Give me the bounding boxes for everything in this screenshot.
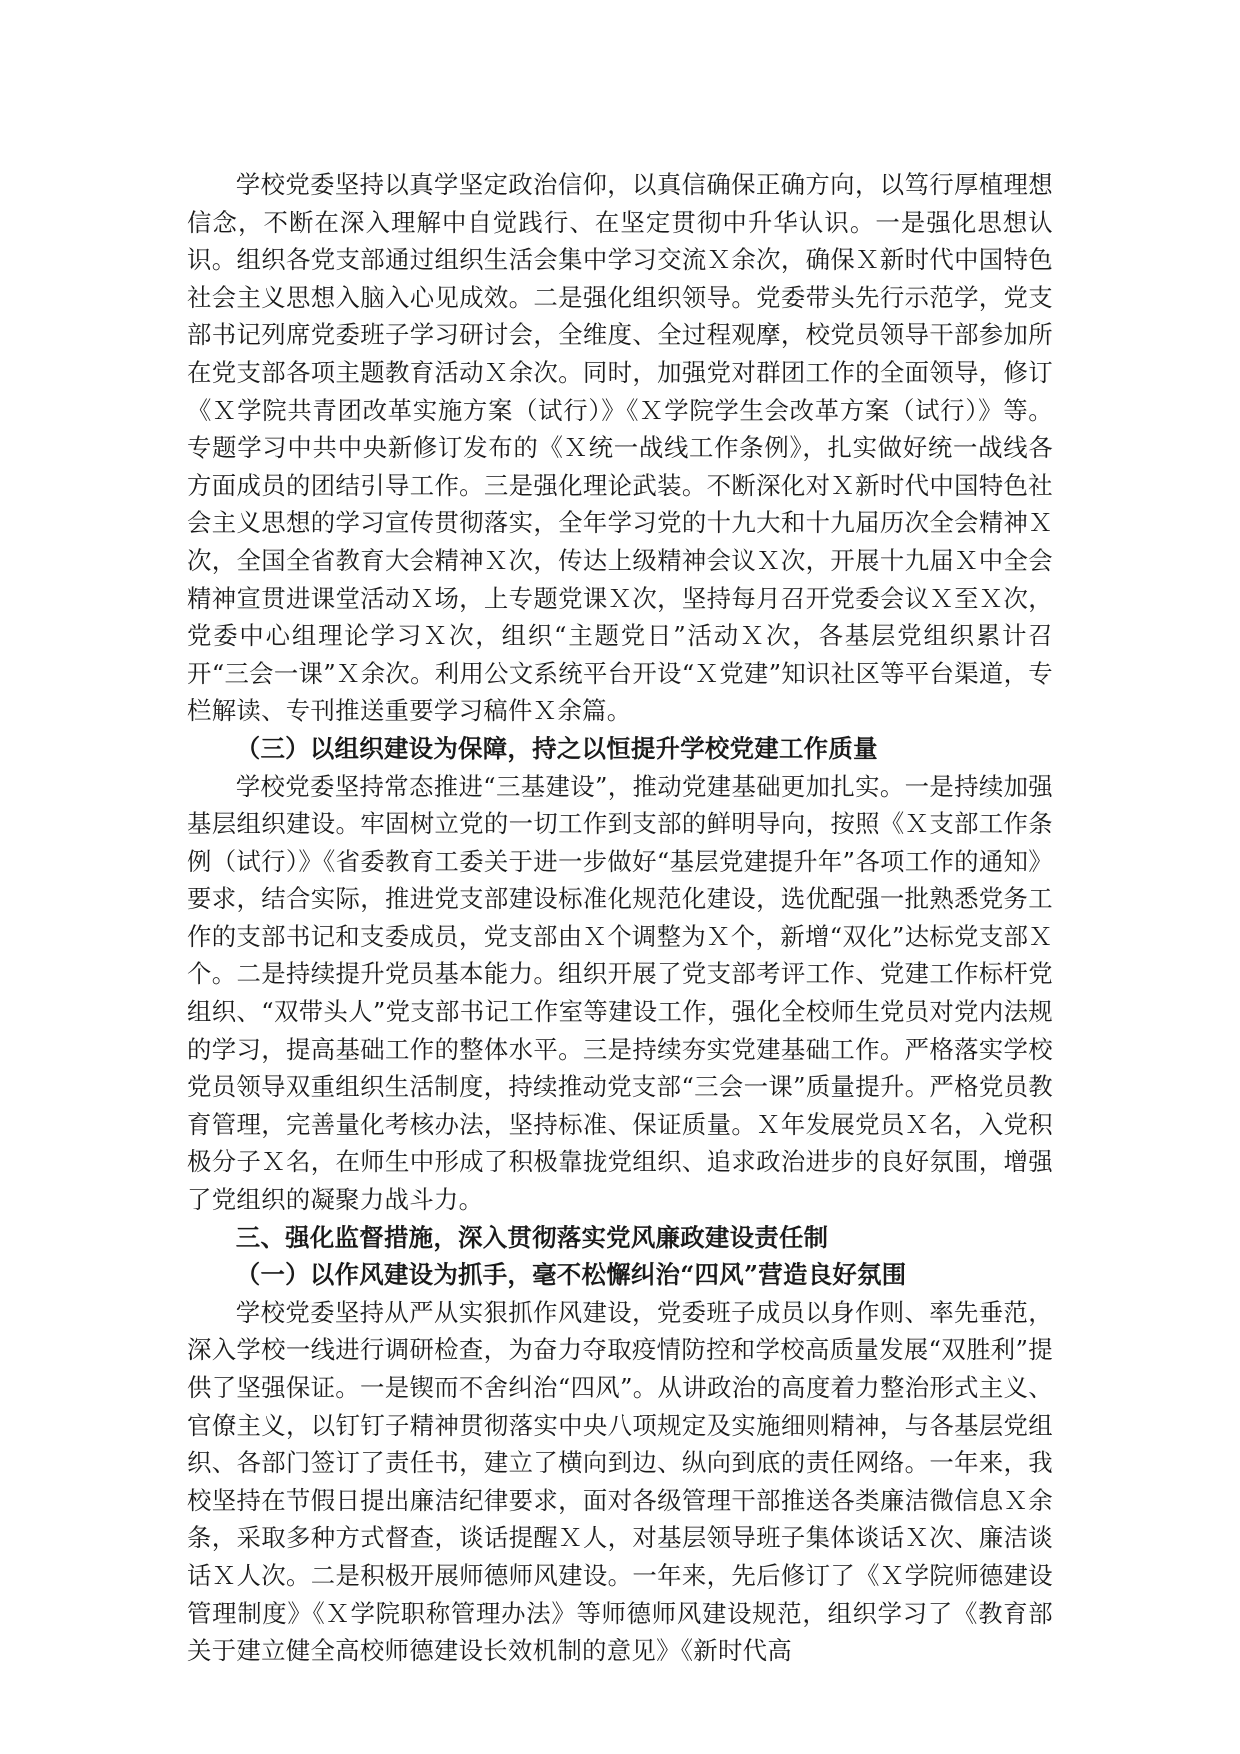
section-heading-work-style: （一）以作风建设为抓手，毫不松懈纠治“四风”营造良好氛围 <box>235 1260 907 1290</box>
document-page <box>187 166 1053 1670</box>
section-heading-organization: （三）以组织建设为保障，持之以恒提升学校党建工作质量 <box>235 733 878 763</box>
paragraph-work-style: 学校党委坚持从严从实狠抓作风建设，党委班子成员以身作则、率先垂范，深入学校一线进行调研检查，为奋力夺取疫情防控和学校高质量发展“双胜利”提供了坚强保证。一是锲而不舍纠治“四风”。从讲政治的高度着力整治形式主义、官僚主义，以钉钉子精神贯彻落实中央八项规定及实施细则精神，与各基层党组织、各部门签订了责任书，建立了横向到边、纵向到底的责任网络。一年来，我校坚持在节假日提出廉洁纪律要求，面对各级管理干部推送各类廉洁微信息Ｘ余条，采取多种方式督查，谈话提醒Ｘ人，对基层领导班子集体谈话Ｘ次、廉洁谈话Ｘ人次。二是积极开展师德师风建设。一年来，先后修订了《Ｘ学院师德建设管理制度》《Ｘ学院职称管理办法》等师德师风建设规范，组织学习了《教育部关于建立健全高校师德建设长效机制的意见》《新时代高 <box>187 1297 1053 1666</box>
paragraph-organization-building: 学校党委坚持常态推进“三基建设”，推动党建基础更加扎实。一是持续加强基层组织建设。牢固树立党的一切工作到支部的鲜明导向，按照《Ｘ支部工作条例（试行）》《省委教育工委关于进一步做好“基层党建提升年”各项工作的通知》要求，结合实际，推进党支部建设标准化规范化建设，选优配强一批熟悉党务工作的支部书记和支委成员，党支部由Ｘ个调整为Ｘ个，新增“双化”达标党支部Ｘ个。二是持续提升党员基本能力。组织开展了党支部考评工作、党建工作标杆党组织、“双带头人”党支部书记工作室等建设工作，强化全校师生党员对党内法规的学习，提高基础工作的整体水平。三是持续夯实党建基础工作。严格落实学校党员领导双重组织生活制度，持续推动党支部“三会一课”质量提升。严格党员教育管理，完善量化考核办法，坚持标准、保证质量。Ｘ年发展党员Ｘ名，入党积极分子Ｘ名，在师生中形成了积极靠拢党组织、追求政治进步的良好氛围，增强了党组织的凝聚力战斗力。 <box>187 771 1053 1215</box>
paragraph-theory-study: 学校党委坚持以真学坚定政治信仰，以真信确保正确方向，以笃行厚植理想信念，不断在深入理解中自觉践行、在坚定贯彻中升华认识。一是强化思想认识。组织各党支部通过组织生活会集中学习交流Ｘ余次，确保Ｘ新时代中国特色社会主义思想入脑入心见成效。二是强化组织领导。党委带头先行示范学，党支部书记列席党委班子学习研讨会，全维度、全过程观摩，校党员领导干部参加所在党支部各项主题教育活动Ｘ余次。同时，加强党对群团工作的全面领导，修订《Ｘ学院共青团改革实施方案（试行）》《Ｘ学院学生会改革方案（试行）》等。专题学习中共中央新修订发布的《Ｘ统一战线工作条例》，扎实做好统一战线各方面成员的团结引导工作。三是强化理论武装。不断深化对Ｘ新时代中国特色社会主义思想的学习宣传贯彻落实，全年学习党的十九大和十九届历次全会精神Ｘ次，全国全省教育大会精神Ｘ次，传达上级精神会议Ｘ次，开展十九届Ｘ中全会精神宣贯进课堂活动Ｘ场，上专题党课Ｘ次，坚持每月召开党委会议Ｘ至Ｘ次，党委中心组理论学习Ｘ次，组织“主题党日”活动Ｘ次，各基层党组织累计召开“三会一课”Ｘ余次。利用公文系统平台开设“Ｘ党建”知识社区等平台渠道，专栏解读、专刊推送重要学习稿件Ｘ余篇。 <box>187 170 1053 726</box>
chapter-heading-supervision: 三、强化监督措施，深入贯彻落实党风廉政建设责任制 <box>235 1222 829 1252</box>
